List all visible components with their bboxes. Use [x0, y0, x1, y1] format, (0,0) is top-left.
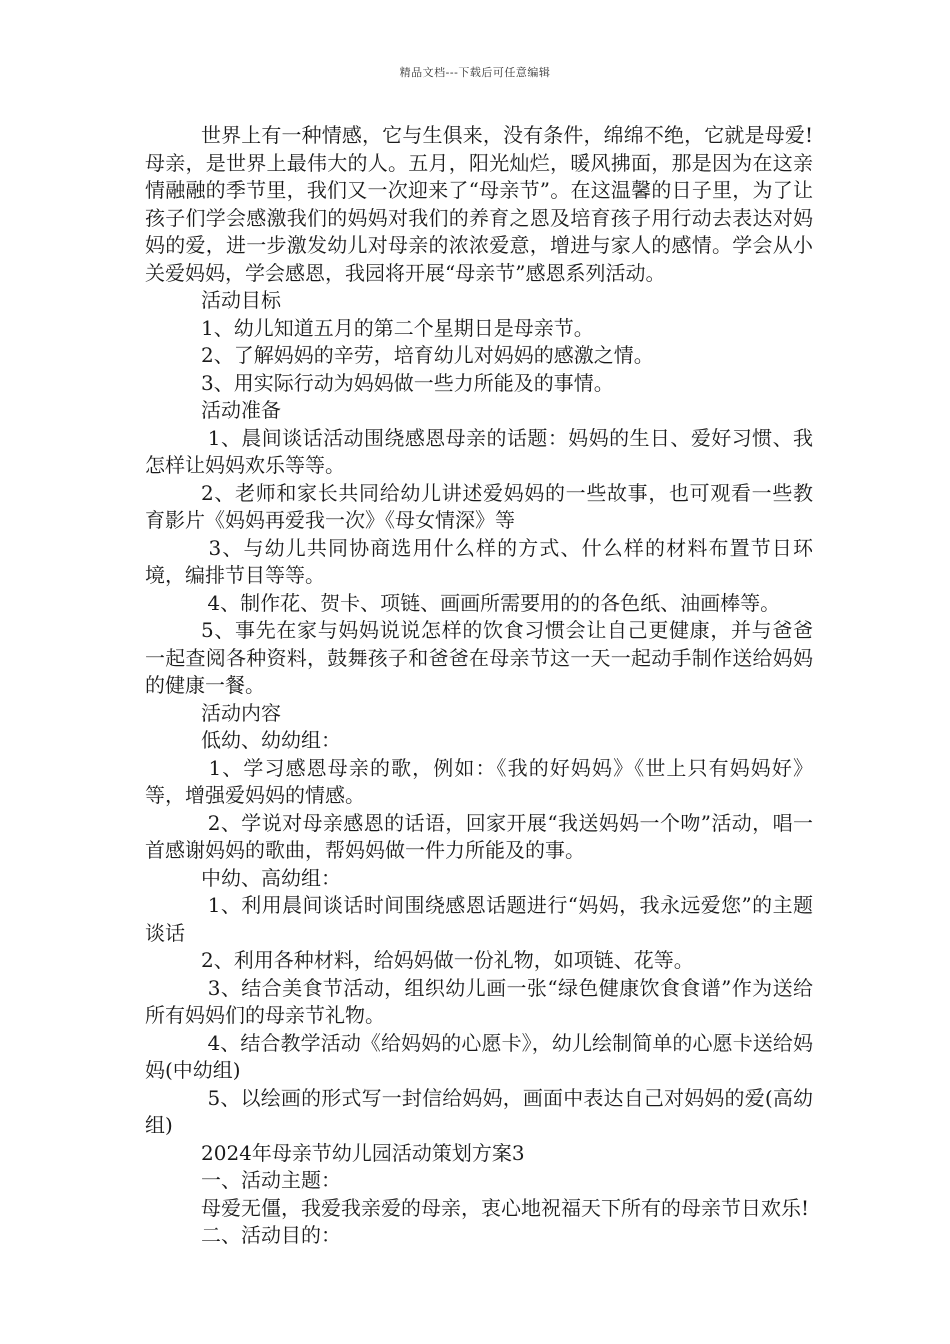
list-item: 1、幼儿知道五月的第二个星期日是母亲节。 [201, 315, 594, 340]
section-heading-purpose: 二、活动目的： [201, 1223, 341, 1247]
list-item: 3、结合美食节活动，组织幼儿画一张“绿色健康饮食食谱”作为送给所有妈妈们的母亲节礼物。 [145, 975, 813, 1027]
list-item: 4、结合教学活动《给妈妈的心愿卡》，幼儿绘制简单的心愿卡送给妈妈(中幼组) [145, 1030, 813, 1082]
page-header: 精品文档---下载后可任意编辑 [399, 66, 551, 79]
subsection-heading-junior: 低幼、幼幼组： [201, 728, 341, 752]
list-item: 2、老师和家长共同给幼儿讲述爱妈妈的一些故事，也可观看一些教育影片《妈妈再爱我一次》《母女情深》等 [145, 480, 813, 532]
document-body [145, 122, 813, 1250]
intro-paragraph: 世界上有一种情感，它与生俱来，没有条件，绵绵不绝，它就是母爱!母亲，是世界上最伟大的人。五月，阳光灿烂，暖风拂面，那是因为在这亲情融融的季节里，我们又一次迎来了“母亲节”。在这温馨的日子里，为了让孩子们学会感激我们的妈妈对我们的养育之恩及培育孩子用行动去表达对妈妈的爱，进一步激发幼儿对母亲的浓浓爱意，增进与家人的感情。学会从小关爱妈妈，学会感恩，我园将开展“母亲节”感恩系列活动。 [145, 123, 813, 285]
list-item: 5、以绘画的形式写一封信给妈妈，画面中表达自己对妈妈的爱(高幼组) [145, 1085, 814, 1137]
list-item: 1、晨间谈话活动围绕感恩母亲的话题：妈妈的生日、爱好习惯、我怎样让妈妈欢乐等等。 [145, 425, 813, 477]
list-item: 2、利用各种材料，给妈妈做一份礼物，如项链、花等。 [201, 948, 694, 972]
list-item: 5、事先在家与妈妈说说怎样的饮食习惯会让自己更健康，并与爸爸一起查阅各种资料，鼓舞孩子和爸爸在母亲节这一天一起动手制作送给妈妈的健康一餐。 [145, 618, 813, 697]
plan-title: 2024年母亲节幼儿园活动策划方案3 [201, 1140, 525, 1165]
list-item: 1、利用晨间谈话时间围绕感恩话题进行“妈妈，我永远爱您”的主题谈话 [145, 893, 813, 945]
list-item: 3、用实际行动为妈妈做一些力所能及的事情。 [201, 370, 614, 395]
section-heading-content: 活动内容 [201, 700, 281, 725]
list-item: 2、了解妈妈的辛劳，培育幼儿对妈妈的感激之情。 [201, 343, 654, 367]
theme-paragraph: 母爱无僵，我爱我亲爱的母亲，衷心地祝福天下所有的母亲节日欢乐! [201, 1195, 810, 1220]
section-heading-goals: 活动目标 [201, 288, 281, 312]
section-heading-preparation: 活动准备 [201, 398, 281, 422]
list-item: 2、学说对母亲感恩的话语，回家开展“我送妈妈一个吻”活动，唱一首感谢妈妈的歌曲，帮妈妈做一件力所能及的事。 [145, 810, 813, 862]
list-item: 1、学习感恩母亲的歌，例如：《我的好妈妈》《世上只有妈妈好》等，增强爱妈妈的情感。 [145, 755, 814, 807]
section-heading-theme: 一、活动主题： [201, 1168, 341, 1192]
subsection-heading-senior: 中幼、高幼组： [201, 865, 341, 890]
list-item: 4、制作花、贺卡、项链、画画所需要用的的各色纸、油画棒等。 [201, 590, 781, 615]
list-item: 3、与幼儿共同协商选用什么样的方式、什么样的材料布置节日环境，编排节目等等。 [145, 535, 813, 587]
